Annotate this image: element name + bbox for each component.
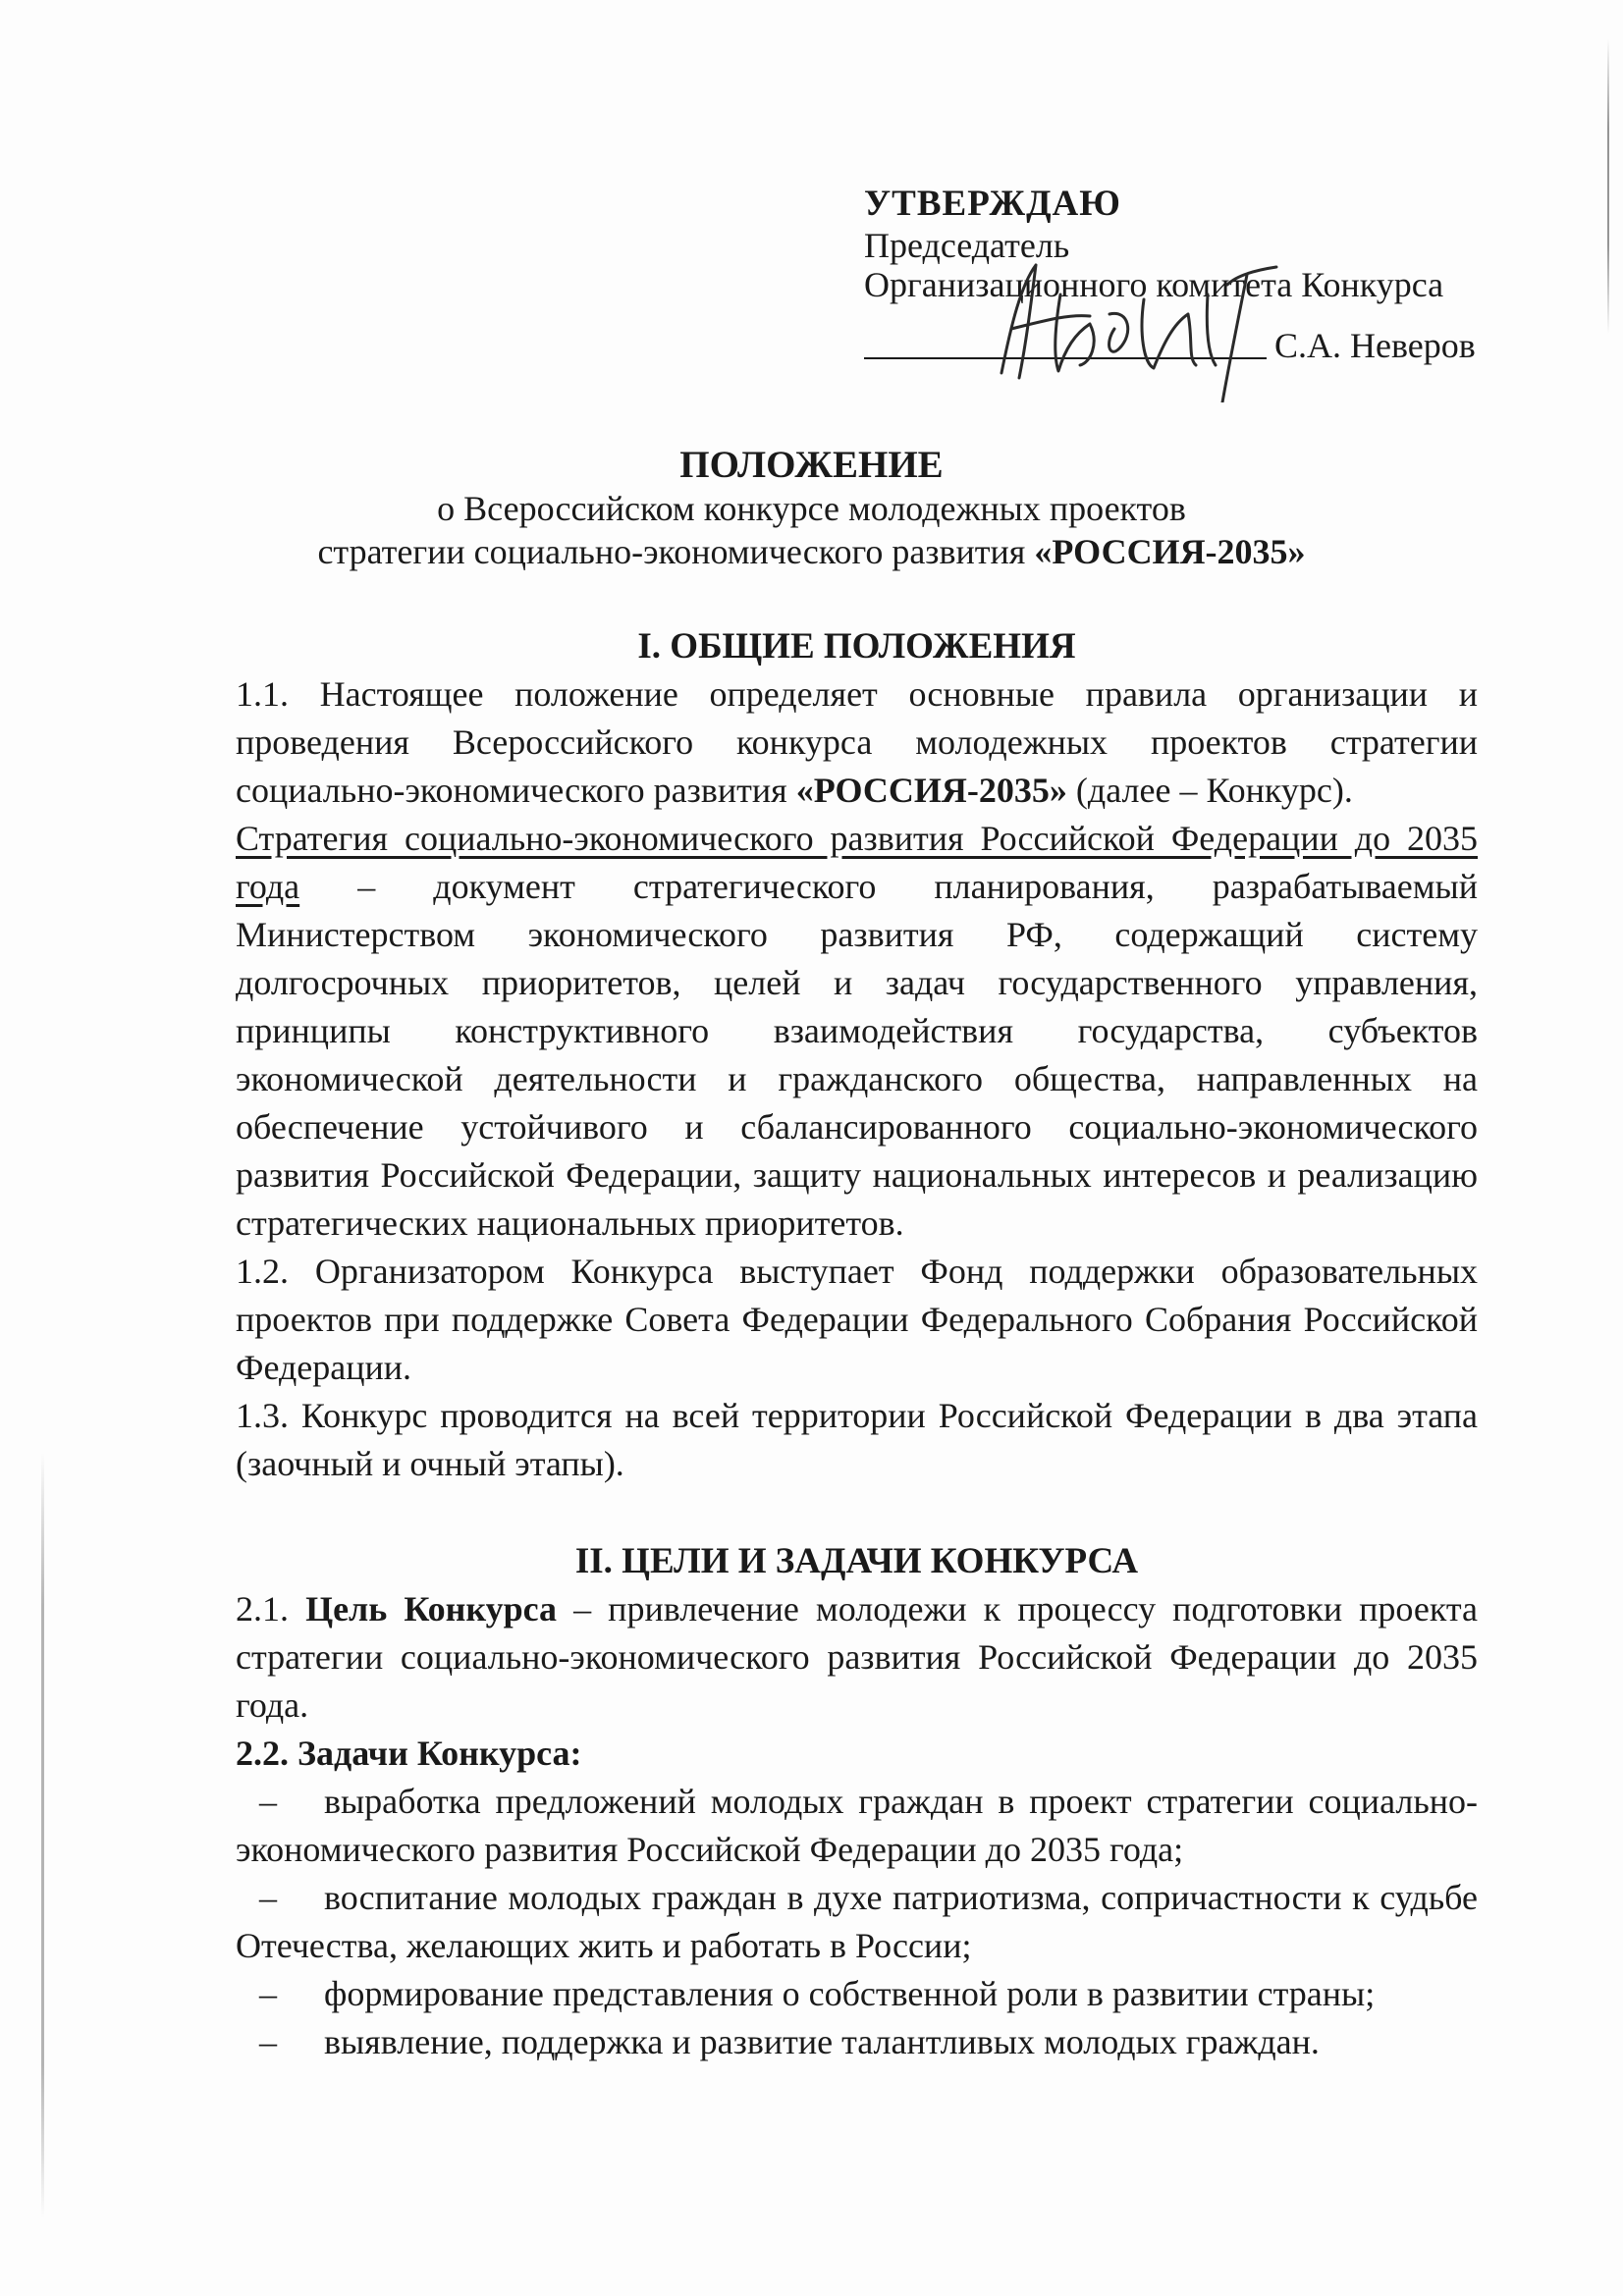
task-item: [236, 1874, 1478, 1970]
title-line3-prefix: стратегии социально-экономического развития: [317, 532, 1035, 571]
paragraph-1-1-text: 1.1. Настоящее положение определяет основные правила организации и проведения Всероссийского конкурса молодежных проектов стратегии социально-экономического развития: [236, 674, 1478, 810]
paragraph-1-1-tail: (далее – Конкурс).: [1066, 771, 1353, 810]
document-title: [0, 444, 1623, 573]
task-dash: –: [259, 2022, 277, 2061]
title-line3: [0, 530, 1623, 573]
paragraph-2-2-heading: 2.2. Задачи Конкурса:: [236, 1734, 582, 1773]
handwritten-signature: [943, 255, 1296, 402]
task-dash: –: [259, 1974, 277, 2013]
paragraph-1-1: [236, 670, 1478, 815]
scan-edge-left: [41, 1453, 44, 2218]
paragraph-2-1: [236, 1585, 1478, 1730]
title-line2: о Всероссийском конкурсе молодежных проектов: [437, 489, 1186, 528]
strategy-term: Стратегия социально-экономического развития Российской Федерации до 2035 года: [236, 819, 1478, 906]
section1-heading: I. ОБЩИЕ ПОЛОЖЕНИЯ: [637, 626, 1076, 667]
task-item: [236, 1778, 1478, 1874]
task-text: воспитание молодых граждан в духе патриотизма, сопричастности к судьбе Отечества, желающих жить и работать в России;: [236, 1878, 1478, 1965]
section-goals-tasks: [236, 1537, 1478, 2066]
strategy-definition-text: – документ стратегического планирования, разрабатываемый Министерством экономического развития РФ, содержащий систему долгосрочных приоритетов, целей и задач государственного управления, принципы конструктивного взаимодействия государства, субъектов экономической деятельности и гражданского общества, направленных на обеспечение устойчивого и сбалансированного социально-экономического развития Российской Федерации, защиту национальных интересов и реализацию стратегических национальных приоритетов.: [236, 867, 1478, 1243]
strategy-definition: [236, 815, 1478, 1248]
section2-heading: II. ЦЕЛИ И ЗАДАЧИ КОНКУРСА: [574, 1541, 1139, 1581]
task-text: выработка предложений молодых граждан в проект стратегии социально-экономического развития Российской Федерации до 2035 года;: [236, 1782, 1478, 1869]
scan-edge-right: [1607, 39, 1609, 334]
task-dash: –: [259, 1878, 277, 1917]
task-text: формирование представления о собственной роли в развитии страны;: [324, 1974, 1376, 2013]
approval-heading: УТВЕРЖДАЮ: [864, 184, 1121, 224]
paragraph-1-1-bold: «РОССИЯ-2035»: [795, 771, 1067, 810]
task-text: выявление, поддержка и развитие талантливых молодых граждан.: [324, 2022, 1320, 2061]
task-item: [236, 1970, 1478, 2018]
paragraph-1-2: 1.2. Организатором Конкурса выступает Фонд поддержки образовательных проектов при поддержке Совета Федерации Федерального Собрания Российской Федерации.: [236, 1252, 1478, 1387]
signer-name: С.А. Неверов: [1274, 326, 1476, 365]
signature-row: [864, 312, 1492, 371]
approval-position-line1: Председатель: [864, 226, 1070, 265]
section-general-provisions: [236, 622, 1478, 1488]
task-dash: –: [259, 1782, 277, 1821]
paragraph-2-1-bold: Цель Конкурса: [305, 1589, 558, 1629]
title-main: ПОЛОЖЕНИЕ: [679, 444, 944, 486]
approval-position-line2: Организационного комитета Конкурса: [864, 265, 1444, 304]
paragraph-1-3: 1.3. Конкурс проводится на всей территории Российской Федерации в два этапа (заочный и очный этапы).: [236, 1396, 1478, 1483]
paragraph-2-1-num: 2.1.: [236, 1589, 306, 1629]
task-item: [236, 2018, 1478, 2066]
title-line3-bold: «РОССИЯ-2035»: [1034, 532, 1306, 571]
paragraph-2-1-text: – привлечение молодежи к процессу подготовки проекта стратегии социально-экономического развития Российской Федерации до 2035 года.: [236, 1589, 1478, 1725]
approval-block: [864, 185, 1492, 371]
